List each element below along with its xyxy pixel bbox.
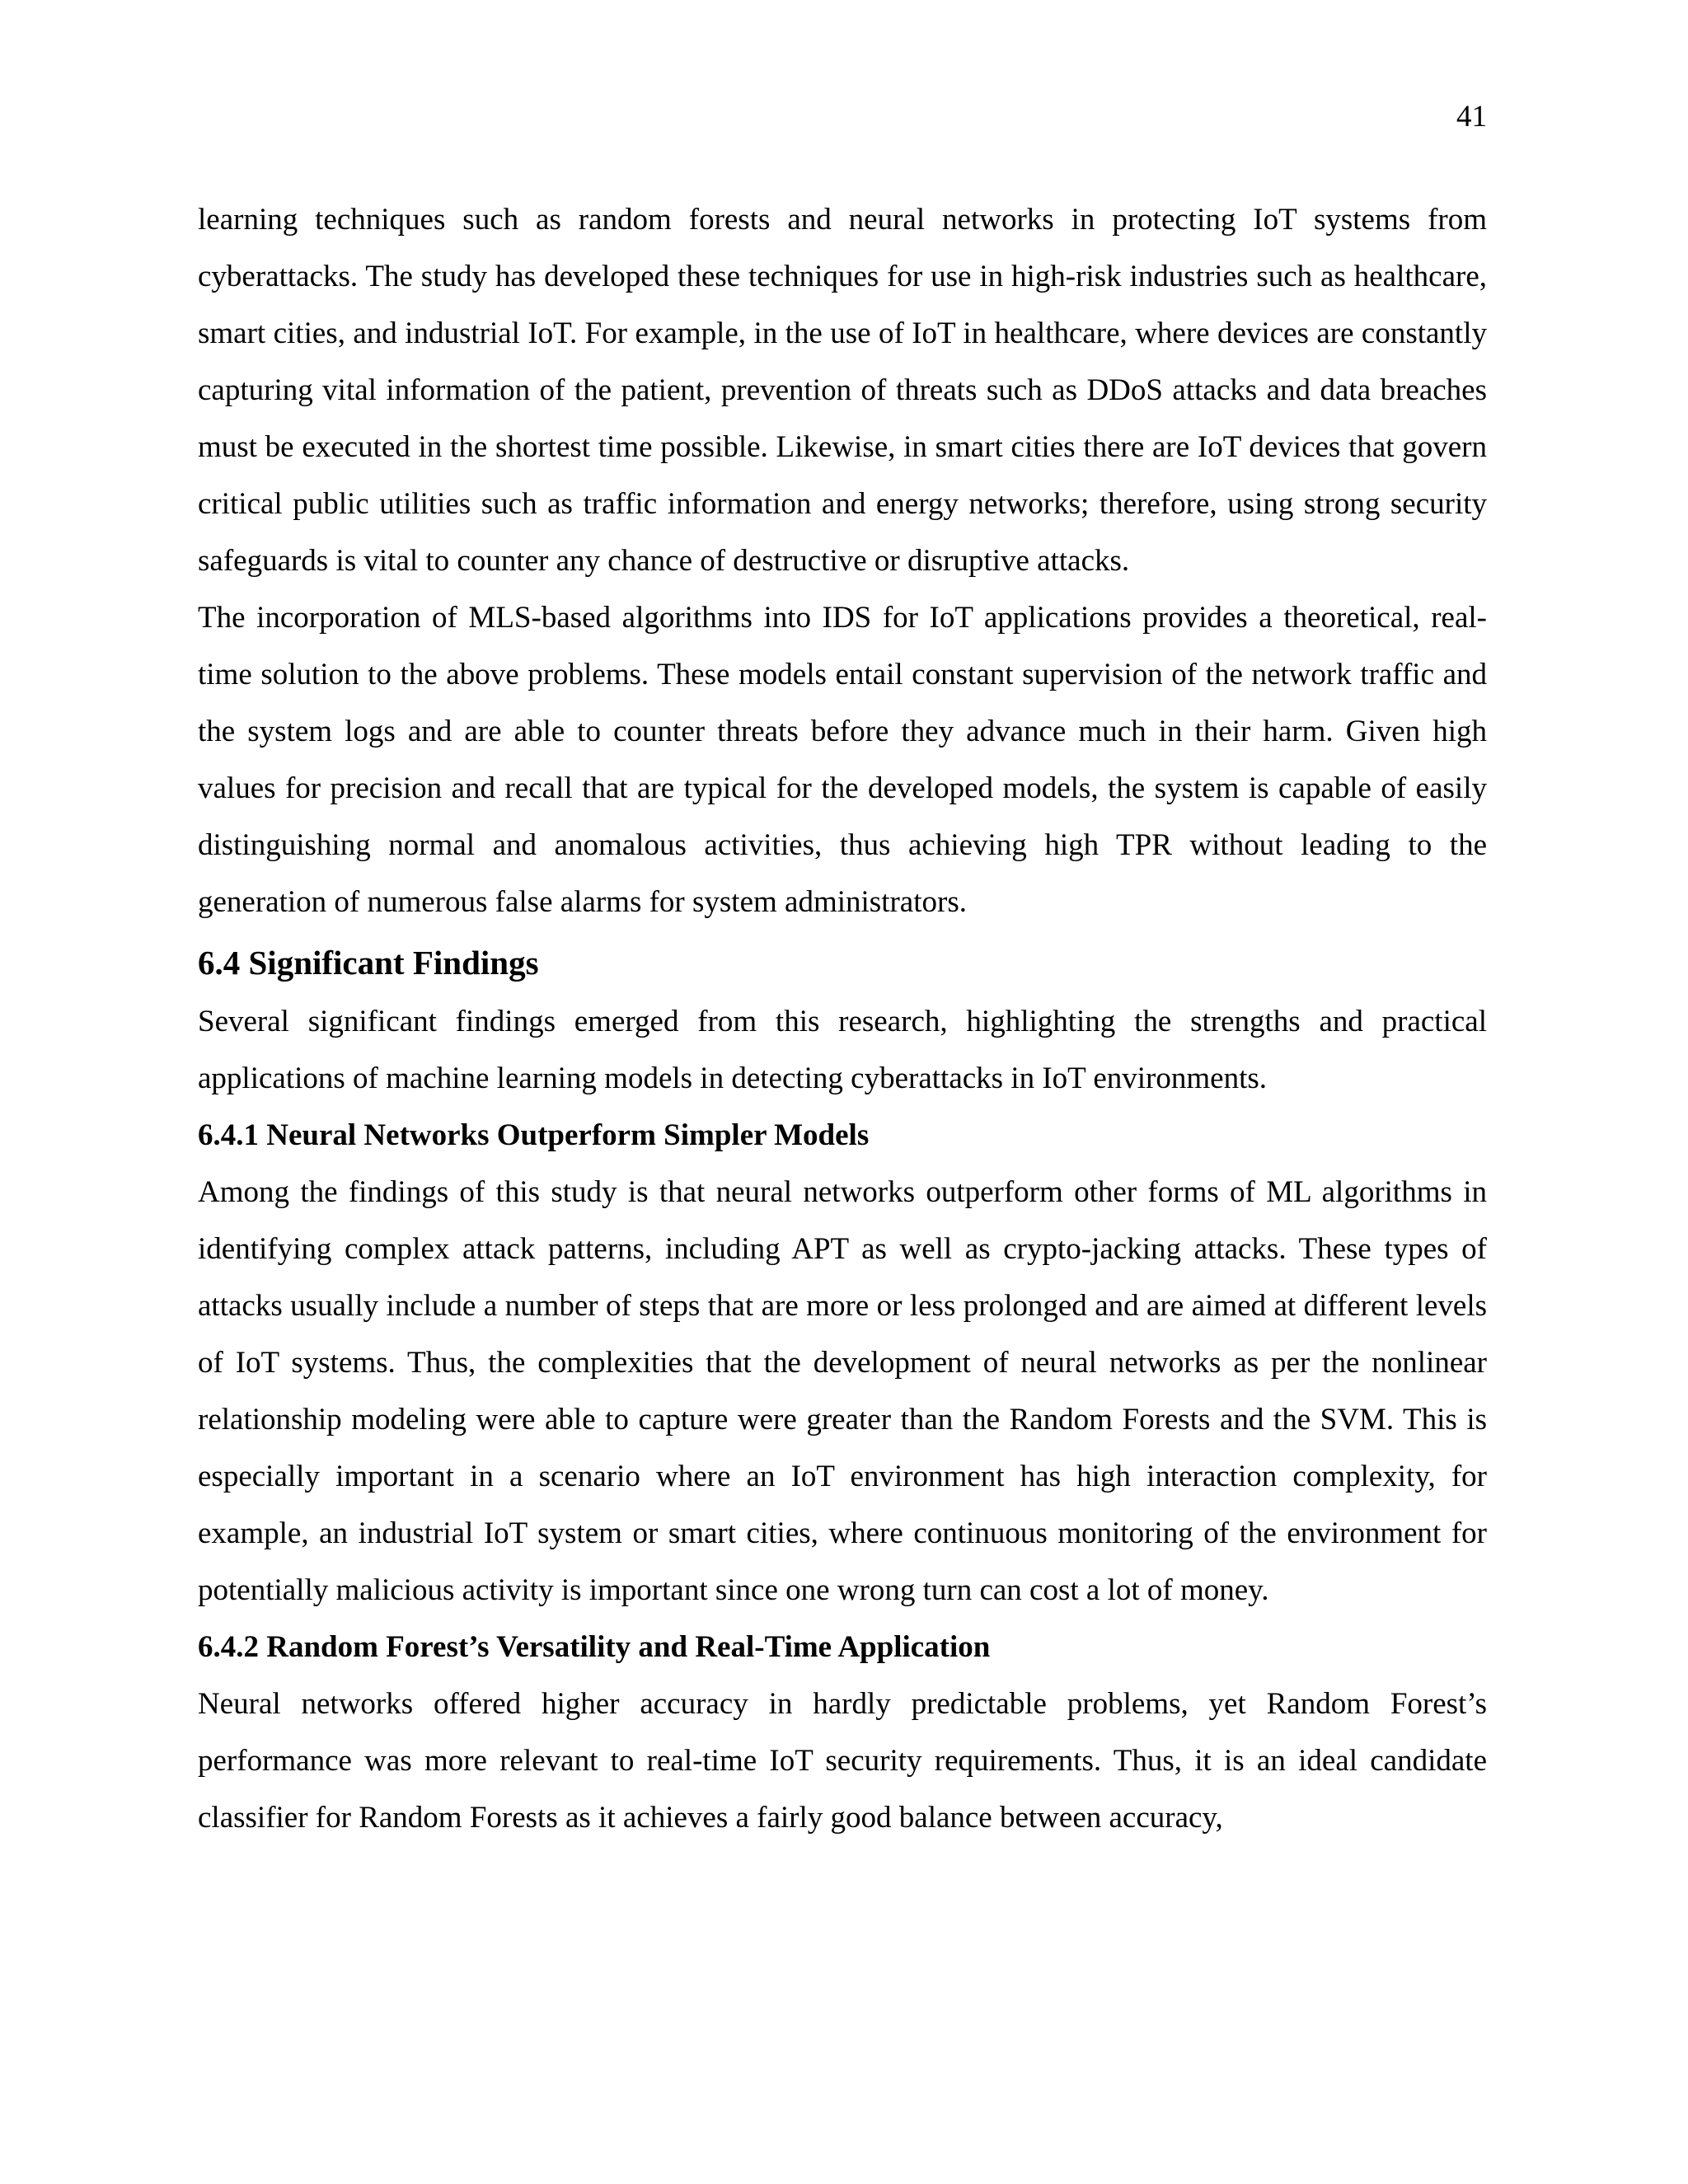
paragraph-iot-industries: learning techniques such as random forests and neural networks in protecting IoT systems from cyberattacks. The study has developed these techniques for use in high-risk industries such as healthcare, smart cities, and industrial IoT. For example, in the use of IoT in healthcare, where devices are constantly capturing vital information of the patient, prevention of threats such as DDoS attacks and data breaches must be executed in the shortest time possible. Likewise, in smart cities there are IoT devices that govern critical public utilities such as traffic information and energy networks; therefore, using strong security safeguards is vital to counter any chance of destructive or disruptive attacks. xyxy=(198,203,1487,578)
paragraph-findings-intro: Several significant findings emerged from this research, highlighting the strengths and practical applications of machine learning models in detecting cyberattacks in IoT environments. xyxy=(198,1005,1487,1095)
subsection-heading-neural-networks: 6.4.1 Neural Networks Outperform Simpler Models xyxy=(198,1118,870,1152)
subsection-heading-random-forest: 6.4.2 Random Forest’s Versatility and Real-Time Application xyxy=(198,1630,991,1664)
paragraph-neural-networks: Among the findings of this study is that neural networks outperform other forms of ML algorithms in identifying complex attack patterns, including APT as well as crypto-jacking attacks. These types of attacks usually include a number of steps that are more or less prolonged and are aimed at different levels of IoT systems. Thus, the complexities that the development of neural networks as per the nonlinear relationship modeling were able to capture were greater than the Random Forests and the SVM. This is especially important in a scenario where an IoT environment has high interaction complexity, for example, an industrial IoT system or smart cities, where continuous monitoring of the environment for potentially malicious activity is important since one wrong turn can cost a lot of money. xyxy=(198,1175,1487,1607)
page-number: 41 xyxy=(1456,100,1487,134)
section-heading-significant-findings: 6.4 Significant Findings xyxy=(198,944,539,982)
paragraph-mls-ids: The incorporation of MLS-based algorithms into IDS for IoT applications provides a theoretical, real-time solution to the above problems. These models entail constant supervision of the network traffic and the system logs and are able to counter threats before they advance much in their harm. Given high values for precision and recall that are typical for the developed models, the system is capable of easily distinguishing normal and anomalous activities, thus achieving high TPR without leading to the generation of numerous false alarms for system administrators. xyxy=(198,601,1487,919)
paragraph-random-forest: Neural networks offered higher accuracy in hardly predictable problems, yet Random Forest’s performance was more relevant to real-time IoT security requirements. Thus, it is an ideal candidate classifier for Random Forests as it achieves a fairly good balance between accuracy, xyxy=(198,1687,1487,1835)
page-content xyxy=(198,191,1487,1846)
